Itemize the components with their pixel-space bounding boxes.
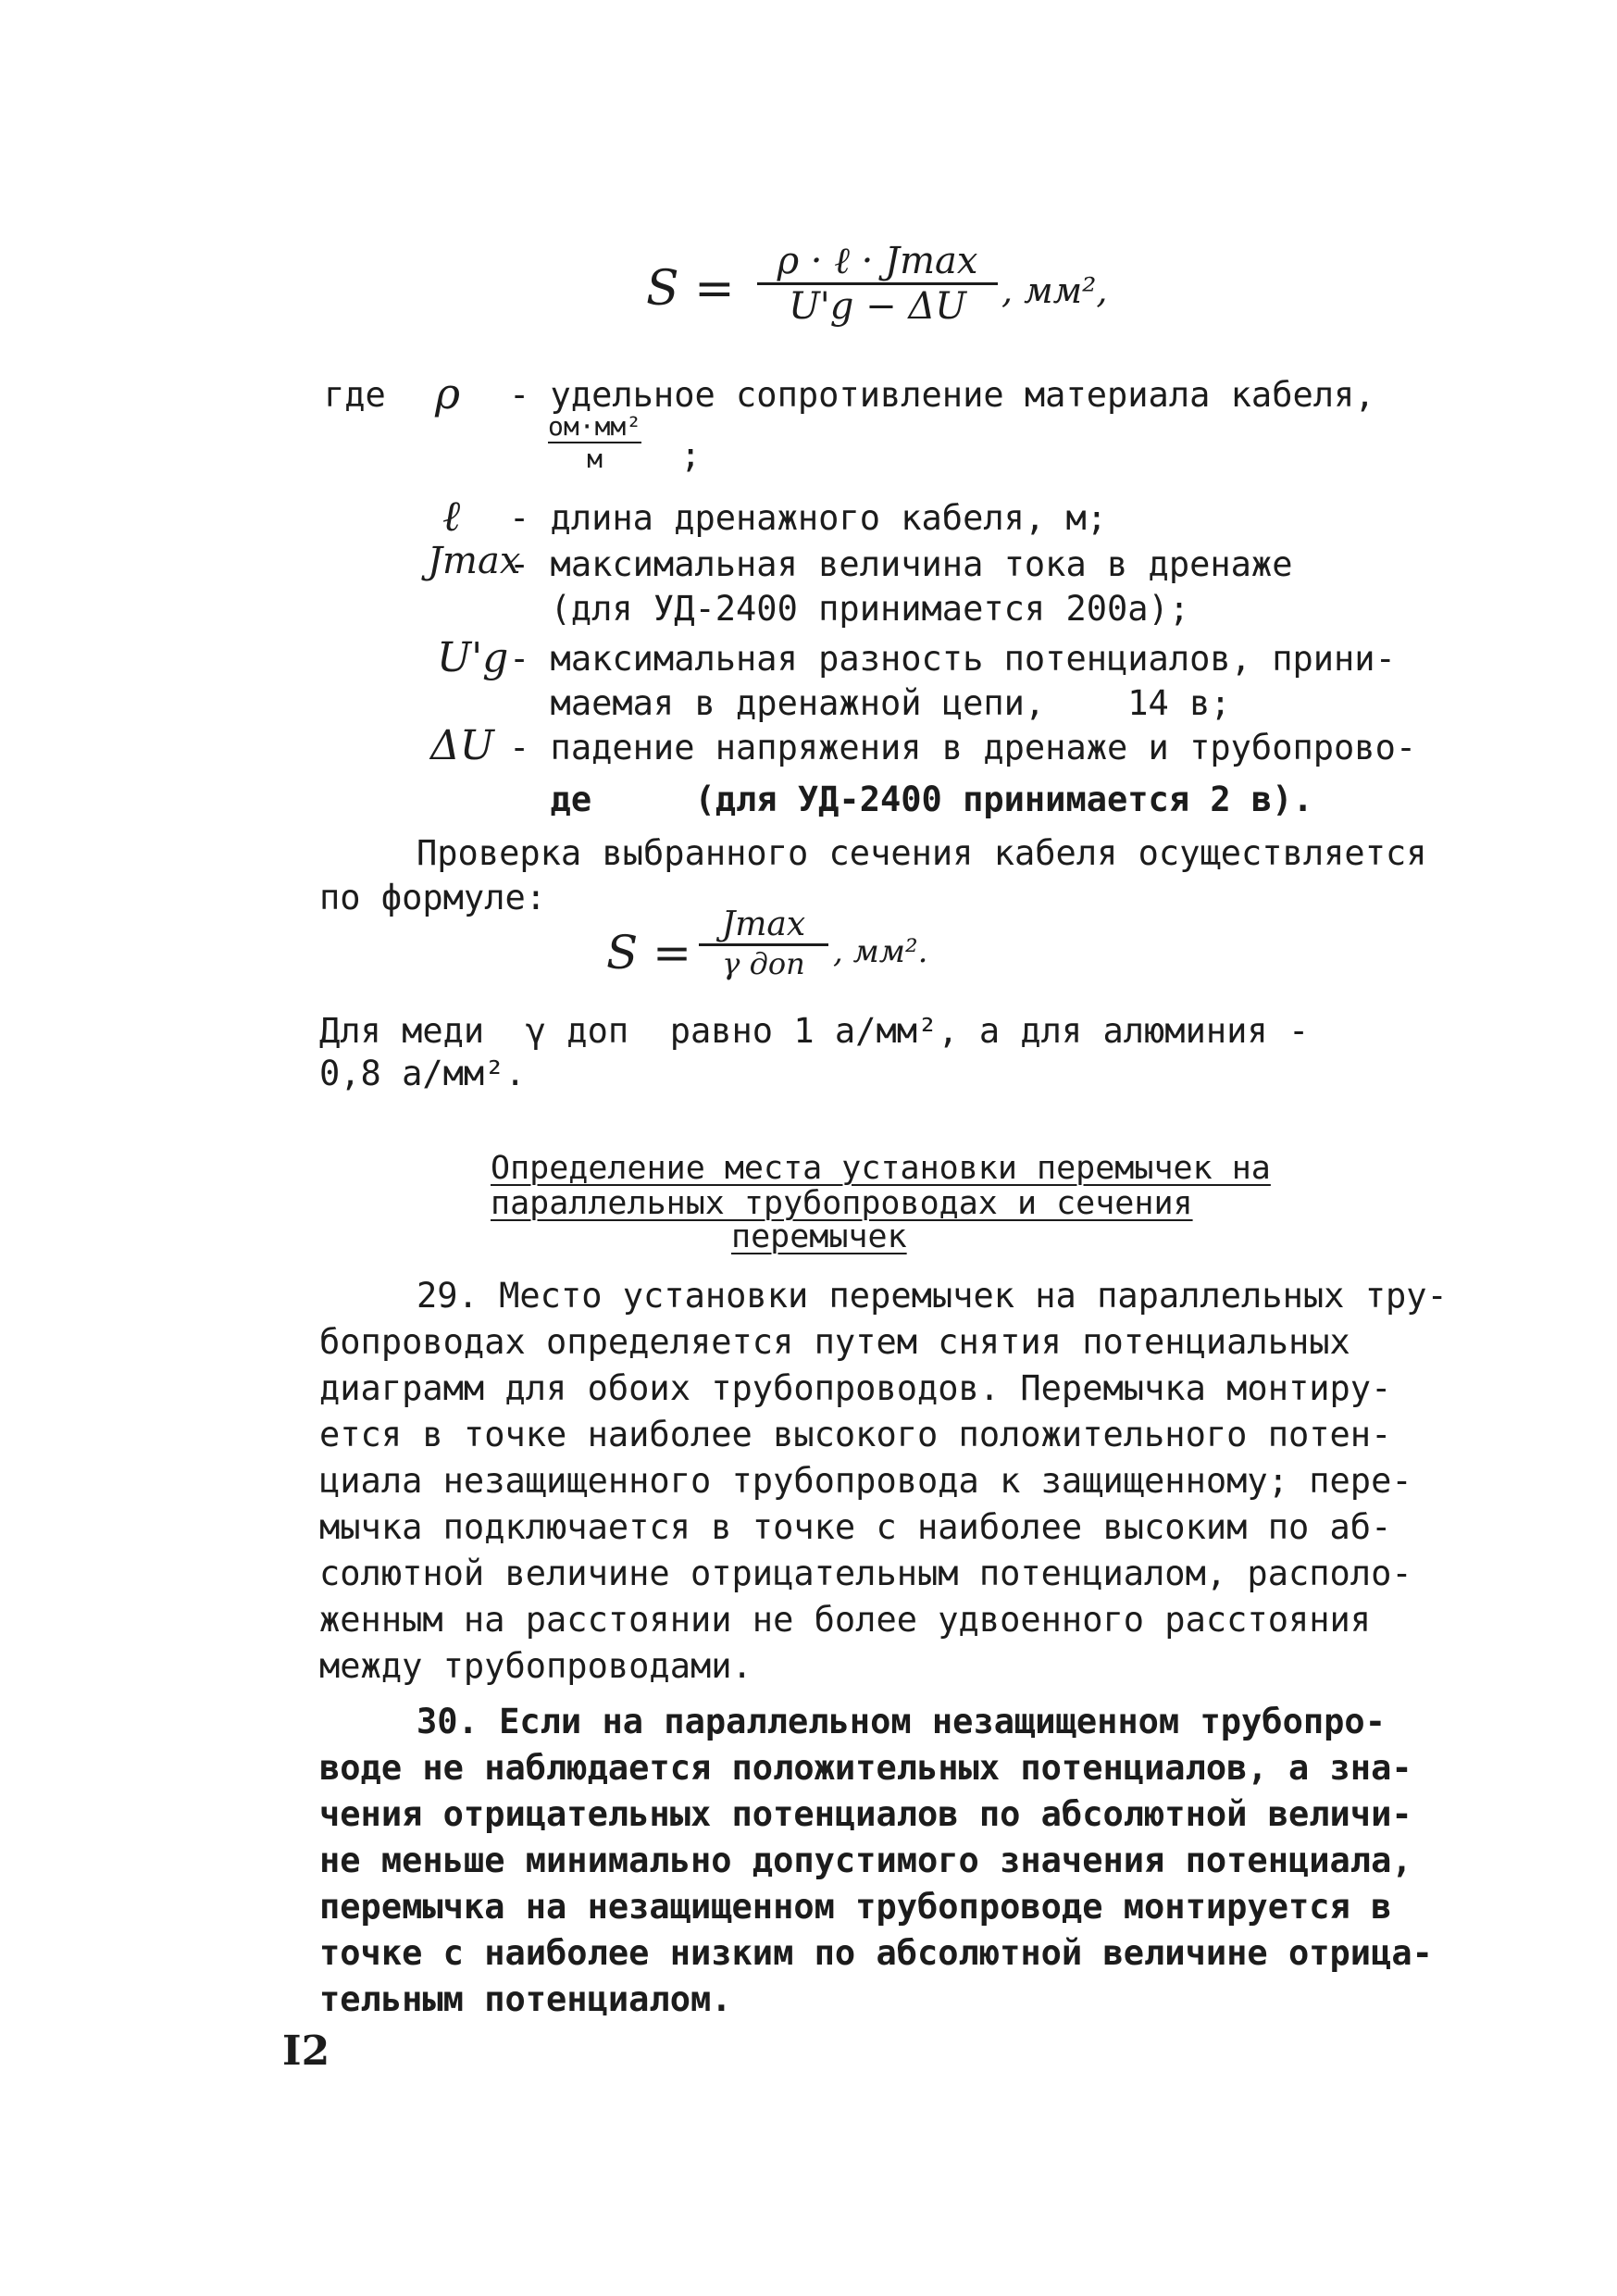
- para30-line: перемычка на незащищенном трубопроводе монтируется в: [319, 1887, 1392, 1927]
- symbol-delta-u: ΔU: [430, 722, 494, 769]
- para29-line: диаграмм для обоих трубопроводов. Перемычка монтиру-: [319, 1368, 1392, 1408]
- check-text-line2: по формуле:: [319, 878, 547, 917]
- copper-text-line2: 0,8 а/мм².: [319, 1054, 526, 1093]
- para29-line: мычка подключается в точке с наиболее высоким по аб-: [319, 1507, 1392, 1547]
- para29-line: ется в точке наиболее высокого положительного потен-: [319, 1415, 1392, 1454]
- para29-line: 29. Место установки перемычек на параллельных тру-: [417, 1276, 1448, 1316]
- definition-jmax-line1: - максимальная величина тока в дренаже: [509, 544, 1293, 584]
- para30-line: не меньше минимально допустимого значения потенциала,: [319, 1841, 1412, 1880]
- formula2-numerator: Jmax: [721, 905, 806, 943]
- heading-line1: Определение места установки перемычек на: [491, 1150, 1271, 1187]
- definition-length: - длина дренажного кабеля, м;: [509, 498, 1108, 538]
- para30-line: 30. Если на параллельном незащищенном трубопро-: [417, 1702, 1386, 1741]
- para30-line: тельным потенциалом.: [319, 1979, 732, 2019]
- page-number: I2: [282, 2028, 330, 2075]
- definition-jmax-line2: (для УД-2400 принимается 200а);: [509, 589, 1190, 629]
- check-text-line1: Проверка выбранного сечения кабеля осуществляется: [417, 833, 1427, 873]
- para30-line: чения отрицательных потенциалов по абсолютной величи-: [319, 1794, 1412, 1834]
- rho-unit-fraction: [548, 411, 641, 474]
- para29-line: солютной величине отрицательным потенциалом, располо-: [319, 1554, 1412, 1593]
- formula1-fraction: [757, 239, 998, 328]
- para29-line: циала незащищенного трубопровода к защищенному; пере-: [319, 1461, 1412, 1501]
- para29-line: бопроводах определяется путем снятия потенциальных: [319, 1322, 1350, 1362]
- para30-line: воде не наблюдается положительных потенциалов, а зна-: [319, 1748, 1412, 1788]
- formula2-fraction: [699, 905, 828, 981]
- where-label: где: [324, 375, 386, 415]
- para29-line: между трубопроводами.: [319, 1646, 753, 1686]
- definition-delta-u-line1: - падение напряжения в дренаже и трубопрово-: [509, 728, 1417, 767]
- definition-ug-line1: - максимальная разность потенциалов, прини-: [509, 639, 1396, 679]
- formula1-numerator: ρ · ℓ · Jmax: [777, 240, 978, 282]
- heading-line2: параллельных трубопроводах и сечения: [491, 1185, 1193, 1222]
- definition-ug-line2: маемая в дренажной цепи, 14 в;: [509, 683, 1231, 723]
- rho-unit-numerator: ом·мм²: [548, 411, 642, 442]
- para30-line: точке с наиболее низким по абсолютной величине отрица-: [319, 1933, 1433, 1973]
- heading-line3: перемычек: [731, 1218, 907, 1255]
- symbol-length: ℓ: [442, 491, 461, 541]
- definition-delta-u-line2: де (для УД-2400 принимается 2 в).: [509, 780, 1313, 819]
- formula1-denominator: U'g − ΔU: [789, 285, 966, 328]
- para29-line: женным на расстоянии не более удвоенного расстояния: [319, 1600, 1372, 1640]
- formula2-unit: , мм².: [833, 933, 928, 970]
- formula2-lhs: S =: [606, 926, 692, 980]
- rho-unit-tail: ;: [680, 435, 702, 475]
- symbol-ug: U'g: [437, 634, 509, 681]
- copper-text-line1: Для меди γ доп равно 1 а/мм², а для алюминия -: [319, 1011, 1310, 1051]
- rho-unit-denominator: м: [587, 443, 603, 474]
- definition-rho: - удельное сопротивление материала кабеля,: [509, 375, 1375, 415]
- formula1-lhs: S =: [646, 261, 735, 317]
- symbol-rho: ρ: [435, 368, 461, 418]
- formula1-unit: , мм²,: [1001, 270, 1108, 311]
- formula2-denominator: γ доп: [722, 946, 805, 981]
- symbol-jmax: Jmax: [428, 540, 521, 582]
